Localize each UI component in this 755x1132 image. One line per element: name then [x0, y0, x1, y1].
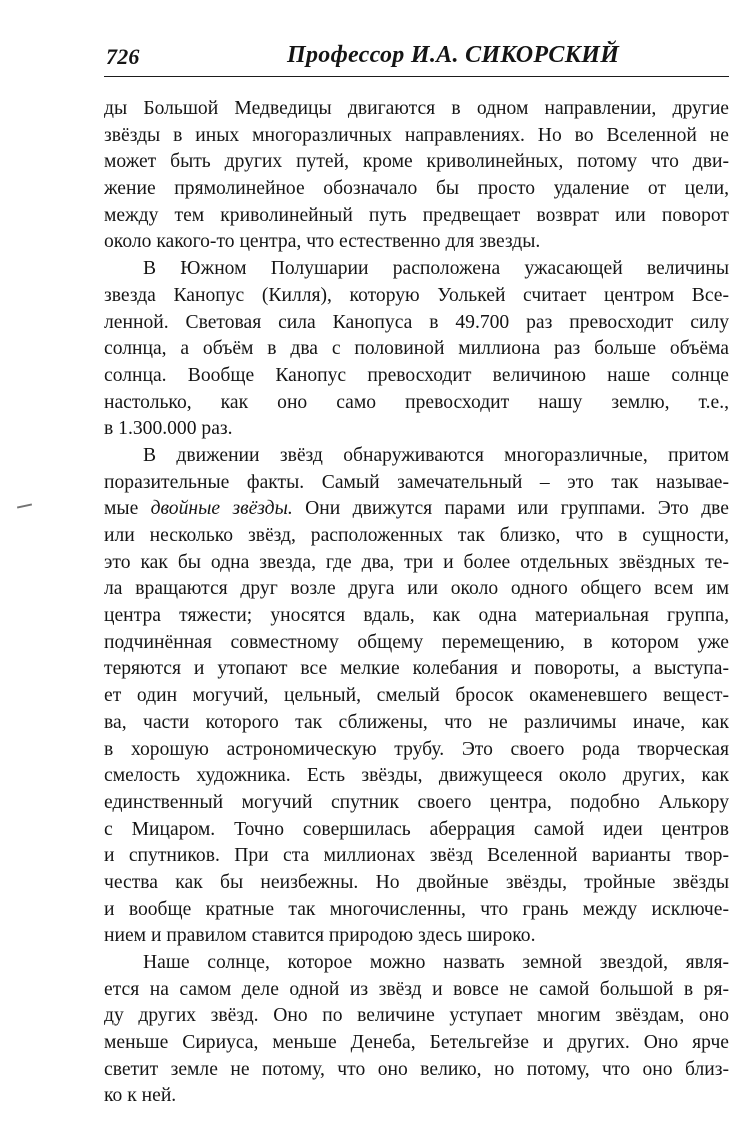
text-line: ется на самом деле одной из звёзд и вовсе не самой большой в ря- [104, 978, 729, 1000]
running-head: Профессор И.А. СИКОРСКИЙ [287, 42, 620, 68]
text-line: около какого-то центра, что естественно для звезды. [104, 231, 541, 253]
paragraph-2 [104, 256, 729, 443]
text-line: может быть других путей, кроме криволинейных, потому что дви- [104, 151, 729, 173]
text-line: ду других звёзд. Оно по величине уступает многим звёздам, оно [104, 1005, 729, 1027]
italic-term: двойные звёзды. [150, 498, 293, 520]
text-line: В Южном Полушарии расположена ужасающей величины [143, 258, 729, 280]
text-line: между тем криволинейный путь предвещает возврат или поворот [104, 204, 729, 226]
text-line: с Мицаром. Точно совершилась аберрация самой идеи центров [104, 818, 729, 840]
text-line: или несколько звёзд, расположенных так близко, что в сущности, [104, 525, 729, 546]
text-line: Наше солнце, которое можно назвать земной звездой, явля- [143, 952, 729, 973]
text-line-with-italic [104, 496, 729, 523]
paragraph-1 [104, 96, 729, 256]
text-line: ленной. Световая сила Канопуса в 49.700 раз превосходит силу [104, 311, 729, 333]
text-fragment: мые [104, 498, 151, 520]
paragraph-4 [104, 950, 729, 1110]
body-text [104, 96, 729, 1110]
text-fragment: Они движутся парами или группами. Это две [292, 498, 729, 520]
text-line: ва, части которого так сближены, что не различимы иначе, как [104, 711, 729, 733]
text-line: настолько, как оно само превосходит нашу землю, т.е., [104, 391, 729, 413]
text-line: теряются и утопают все мелкие колебания и повороты, а выступа- [104, 658, 729, 680]
text-line: в 1.300.000 раз. [104, 418, 233, 440]
margin-pencil-mark [17, 503, 32, 508]
paragraph-3 [104, 443, 729, 950]
text-line: солнца. Вообще Канопус превосходит величиною наше солнце [104, 364, 729, 386]
text-line: это как бы одна звезда, где два, три и более отдельных звёздных те- [104, 551, 729, 573]
page-number: 726 [106, 44, 140, 69]
text-line: меньше Сириуса, меньше Денеба, Бетельгейзе и других. Оно ярче [104, 1032, 729, 1054]
text-line: смелость художника. Есть звёзды, движущееся около других, как [104, 765, 729, 787]
text-line: ды Большой Медведицы двигаются в одном направлении, другие [104, 98, 729, 119]
text-line: ла вращаются друг возле друга или около одного общего всем им [104, 578, 729, 600]
text-line: ет один могучий, цельный, смелый бросок окаменевшего вещест- [104, 685, 729, 707]
text-line: звезда Канопус (Килля), которую Уолькей считает центром Все- [104, 284, 729, 306]
text-line: чества как бы неизбежны. Но двойные звёзды, тройные звёзды [104, 871, 729, 893]
text-line: В движении звёзд обнаруживаются многоразличные, притом [143, 444, 729, 466]
text-line: звёзды в иных многоразличных направлениях. Но во Вселенной не [104, 124, 729, 146]
text-line: поразительные факты. Самый замечательный – это так называе- [104, 471, 729, 493]
text-line: единственный могучий спутник своего центра, подобно Алькору [104, 791, 729, 813]
text-line: нием и правилом ставится природою здесь широко. [104, 925, 536, 947]
text-line: солнца, а объём в два с половиной миллиона раз больше объёма [104, 338, 729, 360]
text-line: ко к ней. [104, 1085, 177, 1107]
text-line: и спутников. При ста миллионах звёзд Вселенной варианты твор- [104, 845, 729, 867]
text-line: жение прямолинейное обозначало бы просто удаление от цели, [104, 178, 729, 200]
text-line: в хорошую астрономическую трубу. Это своего рода творческая [104, 738, 729, 760]
page-header [104, 40, 729, 80]
text-line: и вообще кратные так многочисленны, что грань между исключе- [104, 898, 729, 920]
text-line: подчинённая совместному общему перемещению, в котором уже [104, 631, 729, 653]
header-rule [104, 76, 729, 77]
text-line: светит земле не потому, что оно велико, но потому, что оно близ- [104, 1058, 729, 1080]
text-line: центра тяжести; уносятся вдаль, как одна материальная группа, [104, 605, 729, 627]
